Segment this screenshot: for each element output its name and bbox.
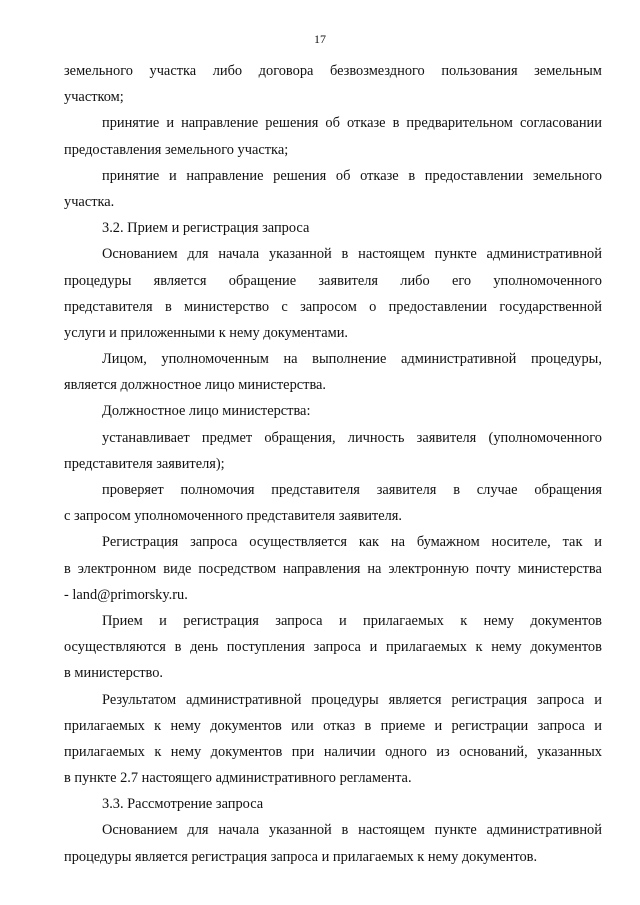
word: (уполномоченного: [488, 429, 602, 446]
text-line: [64, 608, 602, 634]
word: и: [594, 691, 602, 708]
word: регистрация: [183, 612, 259, 629]
word: запроса: [537, 717, 585, 734]
word: прилагаемых: [386, 639, 467, 656]
text-line: предоставления земельного участка;: [64, 141, 289, 158]
word: или: [291, 717, 314, 734]
text-line: является должностное лицо министерства.: [64, 377, 327, 394]
text-line: 3.3. Рассмотрение запроса: [102, 796, 264, 813]
word: из: [436, 743, 450, 760]
word: земельного: [64, 63, 133, 79]
word: либо: [400, 272, 430, 289]
word: решения: [265, 115, 319, 132]
text-line: [64, 110, 602, 136]
word: на: [367, 560, 382, 577]
word: Лицом,: [102, 351, 147, 368]
word: приеме: [380, 717, 426, 734]
word: министерство: [184, 298, 270, 315]
word: почту: [475, 560, 511, 577]
word: предоставлении: [388, 298, 488, 315]
word: о: [369, 298, 377, 315]
text-line: [64, 529, 602, 555]
word: проверяет: [102, 482, 164, 498]
word: Регистрация: [102, 534, 179, 551]
word: прилагаемых: [64, 743, 145, 760]
word: процедуры,: [530, 351, 602, 368]
word: его: [451, 272, 472, 289]
word: в: [341, 246, 349, 263]
word: и: [166, 115, 175, 132]
word: предмет: [201, 429, 253, 446]
word: начала: [218, 246, 260, 263]
text-line: 3.2. Прием и регистрация запроса: [102, 220, 310, 237]
word: случае: [476, 482, 518, 498]
word: нему: [170, 717, 201, 734]
word: заявителя: [376, 482, 437, 498]
word: земельного: [532, 167, 602, 184]
word: министерства: [517, 560, 602, 577]
word: отказе: [360, 167, 399, 184]
word: при: [291, 743, 315, 760]
word: полномочия: [180, 482, 255, 498]
word: выполнение: [312, 351, 387, 368]
word: с: [281, 298, 288, 315]
page-number: 17: [314, 32, 326, 46]
word: запроса: [537, 691, 585, 708]
word: в: [364, 717, 372, 734]
word: регистрации: [451, 717, 529, 734]
word: в: [408, 167, 416, 184]
word: согласовании: [519, 115, 602, 132]
text-line: [64, 556, 602, 582]
word: пользования: [441, 63, 518, 79]
word: для: [187, 822, 209, 839]
word: в: [341, 822, 349, 839]
word: направления: [283, 560, 361, 577]
text-line: [64, 268, 602, 294]
text-line: с запросом уполномоченного представителя заявителя.: [64, 508, 403, 525]
word: обращение: [228, 272, 297, 289]
word: прилагаемых: [64, 717, 145, 734]
word: либо: [212, 63, 243, 79]
text-line: участком;: [64, 89, 124, 106]
word: и: [159, 612, 167, 629]
word: нему: [491, 639, 522, 656]
word: день: [190, 639, 219, 656]
word: и: [338, 612, 347, 629]
word: является: [153, 272, 207, 289]
word: и: [168, 167, 177, 184]
word: в: [164, 298, 172, 315]
word: об: [325, 115, 340, 132]
word: на: [283, 351, 298, 368]
word: процедуры: [311, 691, 379, 708]
word: административной: [486, 246, 602, 263]
word: запроса: [313, 639, 361, 656]
word: устанавливает: [102, 429, 190, 446]
word: документов: [210, 717, 282, 734]
word: наличии: [323, 743, 376, 760]
word: обращения: [534, 482, 602, 498]
word: документов: [210, 743, 283, 760]
word: поступления: [226, 639, 305, 656]
word: регистрация: [451, 691, 528, 708]
word: административной: [186, 691, 302, 708]
text-line: [64, 477, 602, 503]
word: нему: [170, 743, 202, 760]
word: в: [64, 560, 71, 577]
text-line: [64, 241, 602, 267]
word: заявителя: [416, 429, 477, 446]
word: пункте: [434, 822, 477, 839]
word: государственной: [499, 298, 602, 315]
word: договора: [258, 63, 314, 79]
word: безвозмездного: [329, 63, 425, 79]
word: осуществляются: [64, 639, 166, 656]
word: как: [358, 534, 380, 551]
word: указанной: [268, 246, 332, 263]
text-line: - land@primorsky.ru.: [64, 586, 188, 603]
word: обращения,: [264, 429, 336, 446]
word: настоящем: [358, 246, 425, 263]
word: процедуры: [64, 272, 132, 289]
text-line: [64, 739, 602, 765]
text-line: [64, 163, 602, 189]
word: настоящем: [358, 822, 425, 839]
word: принятие: [102, 115, 160, 132]
document-body: [64, 58, 602, 870]
word: запросом: [300, 298, 357, 315]
text-line: [64, 346, 602, 372]
word: к: [154, 717, 162, 734]
word: к: [475, 639, 483, 656]
word: посредством: [198, 560, 277, 577]
word: осуществляется: [249, 534, 347, 551]
word: заявителя: [318, 272, 379, 289]
word: и: [369, 639, 378, 656]
word: Прием: [102, 612, 143, 629]
word: отказе: [347, 115, 386, 132]
text-line: Должностное лицо министерства:: [102, 403, 311, 420]
word: на: [390, 534, 405, 551]
word: для: [187, 246, 209, 263]
word: носителе,: [491, 534, 551, 551]
text-line: процедуры является регистрация запроса и прилагаемых к нему документов.: [64, 848, 538, 865]
word: к: [460, 612, 468, 629]
word: направление: [181, 115, 259, 132]
word: и: [434, 717, 443, 734]
word: указанной: [268, 822, 332, 839]
word: предварительном: [406, 115, 513, 132]
word: административной: [486, 822, 602, 839]
word: земельным: [534, 63, 602, 79]
text-line: [64, 713, 602, 739]
word: пункте: [434, 246, 477, 263]
word: запроса: [190, 534, 238, 551]
word: запроса: [275, 612, 323, 629]
word: является: [388, 691, 442, 708]
word: электронном: [77, 560, 157, 577]
word: предоставлении: [424, 167, 524, 184]
word: электронную: [388, 560, 469, 577]
text-line: [64, 58, 602, 84]
word: Результатом: [102, 691, 177, 708]
word: принятие: [102, 167, 160, 184]
word: в: [392, 115, 400, 132]
word: личность: [347, 429, 405, 446]
word: документов: [530, 612, 602, 629]
word: оснований,: [459, 743, 528, 760]
word: указанных: [537, 743, 602, 760]
word: представителя: [64, 298, 153, 315]
word: уполномоченным: [161, 351, 269, 368]
word: уполномоченного: [493, 272, 602, 289]
word: одного: [385, 743, 427, 760]
word: в: [174, 639, 182, 656]
word: представителя: [271, 482, 360, 498]
word: к: [154, 743, 162, 760]
word: прилагаемых: [363, 612, 444, 629]
text-line: услуги и приложенными к нему документами.: [64, 324, 349, 341]
word: решения: [273, 167, 327, 184]
word: в: [453, 482, 460, 498]
text-line: [64, 817, 602, 843]
word: направление: [186, 167, 264, 184]
text-line: [64, 294, 602, 320]
word: и: [594, 717, 602, 734]
text-line: [64, 687, 602, 713]
word: начала: [218, 822, 260, 839]
word: так: [562, 534, 583, 551]
word: Основанием: [102, 822, 178, 839]
text-line: [64, 634, 602, 660]
word: отказ: [323, 717, 356, 734]
word: бумажном: [416, 534, 480, 551]
word: и: [594, 534, 602, 551]
word: нему: [483, 612, 514, 629]
text-line: [64, 425, 602, 451]
word: административной: [401, 351, 517, 368]
text-line: представителя заявителя);: [64, 455, 225, 472]
text-line: в пункте 2.7 настоящего административного регламента.: [64, 770, 412, 787]
word: Основанием: [102, 246, 178, 263]
word: виде: [163, 560, 192, 577]
word: участка: [149, 63, 197, 79]
text-line: в министерство.: [64, 665, 164, 682]
text-line: участка.: [64, 193, 115, 210]
word: об: [335, 167, 351, 184]
word: документов: [530, 639, 602, 656]
